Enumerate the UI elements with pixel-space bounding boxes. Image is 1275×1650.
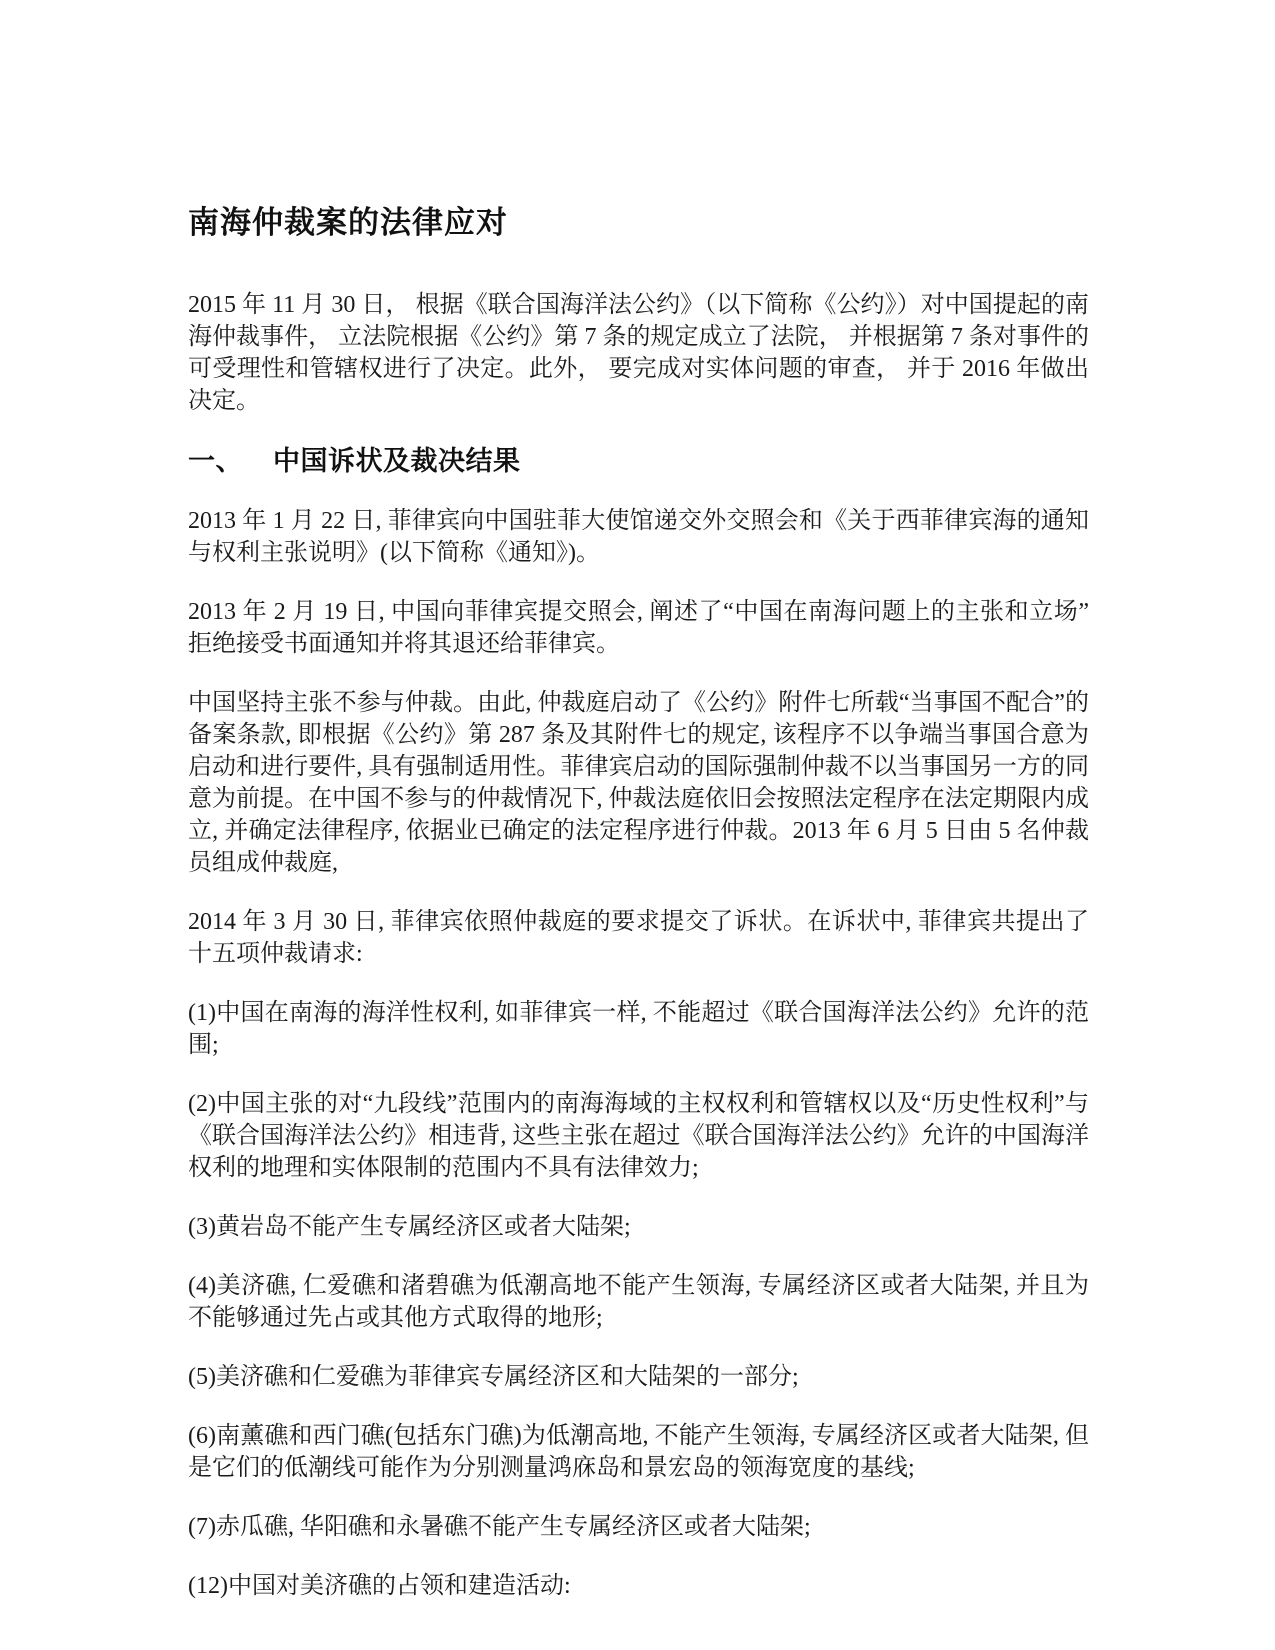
body-paragraphs	[188, 505, 1089, 1602]
paragraph: 2013 年 2 月 19 日, 中国向菲律宾提交照会, 阐述了“中国在南海问题上的主张和立场”拒绝接受书面通知并将其退还给菲律宾。	[188, 599, 1089, 657]
paragraph: (4)美济礁, 仁爱礁和渚碧礁为低潮高地不能产生领海, 专属经济区或者大陆架, 并且为不能够通过先占或其他方式取得的地形;	[188, 1273, 1089, 1331]
paragraph: (3)黄岩岛不能产生专属经济区或者大陆架;	[188, 1214, 631, 1240]
paragraph: (5)美济礁和仁爱礁为菲律宾专属经济区和大陆架的一部分;	[188, 1364, 799, 1390]
paragraph: 2013 年 1 月 22 日, 菲律宾向中国驻菲大使馆递交外交照会和《关于西菲律宾海的通知与权利主张说明》(以下简称《通知》)。	[188, 508, 1089, 566]
document-title: 南海仲裁案的法律应对	[188, 205, 508, 240]
paragraph: (2)中国主张的对“九段线”范围内的南海海域的主权权利和管辖权以及“历史性权利”与《联合国海洋法公约》相违背, 这些主张在超过《联合国海洋法公约》允许的中国海洋权利的地理和实体限制的范围内不具有法律效力;	[188, 1091, 1089, 1181]
paragraph: (6)南薰礁和西门礁(包括东门礁)为低潮高地, 不能产生领海, 专属经济区或者大陆架, 但是它们的低潮线可能作为分别测量鸿庥岛和景宏岛的领海宽度的基线;	[188, 1423, 1089, 1481]
paragraph: 中国坚持主张不参与仲裁。由此, 仲裁庭启动了《公约》附件七所载“当事国不配合”的备案条款, 即根据《公约》第 287 条及其附件七的规定, 该程序不以争端当事国合意为启动和进行要件, 具有强制适用性。菲律宾启动的国际强制仲裁不以当事国另一方的同意为前提。在中国不参与的仲裁情况下, 仲裁法庭依旧会按照法定程序在法定期限内成立, 并确定法律程序, 依据业已确定的法定程序进行仲裁。2013 年 6 月 5 日由 5 名仲裁员组成仲裁庭,	[188, 690, 1089, 876]
paragraph: (12)中国对美济礁的占领和建造活动:	[188, 1573, 571, 1599]
section-number: 一、	[188, 446, 243, 476]
intro-paragraph: 2015 年 11 月 30 日， 根据《联合国海洋法公约》（以下简称《公约》）对中国提起的南海仲裁事件， 立法院根据《公约》第 7 条的规定成立了法院， 并根据第 7 条对事件的可受理性和管辖权进行了决定。此外， 要完成对实体问题的审查， 并于 2016 年做出决定。	[188, 292, 1089, 414]
paragraph: 2014 年 3 月 30 日, 菲律宾依照仲裁庭的要求提交了诉状。在诉状中, 菲律宾共提出了十五项仲裁请求:	[188, 909, 1089, 967]
section-title: 中国诉状及裁决结果	[273, 446, 521, 476]
paragraph: (7)赤瓜礁, 华阳礁和永暑礁不能产生专属经济区或者大陆架;	[188, 1514, 811, 1540]
paragraph: (1)中国在南海的海洋性权利, 如菲律宾一样, 不能超过《联合国海洋法公约》允许的范围;	[188, 1000, 1089, 1058]
section-heading	[188, 444, 1089, 478]
